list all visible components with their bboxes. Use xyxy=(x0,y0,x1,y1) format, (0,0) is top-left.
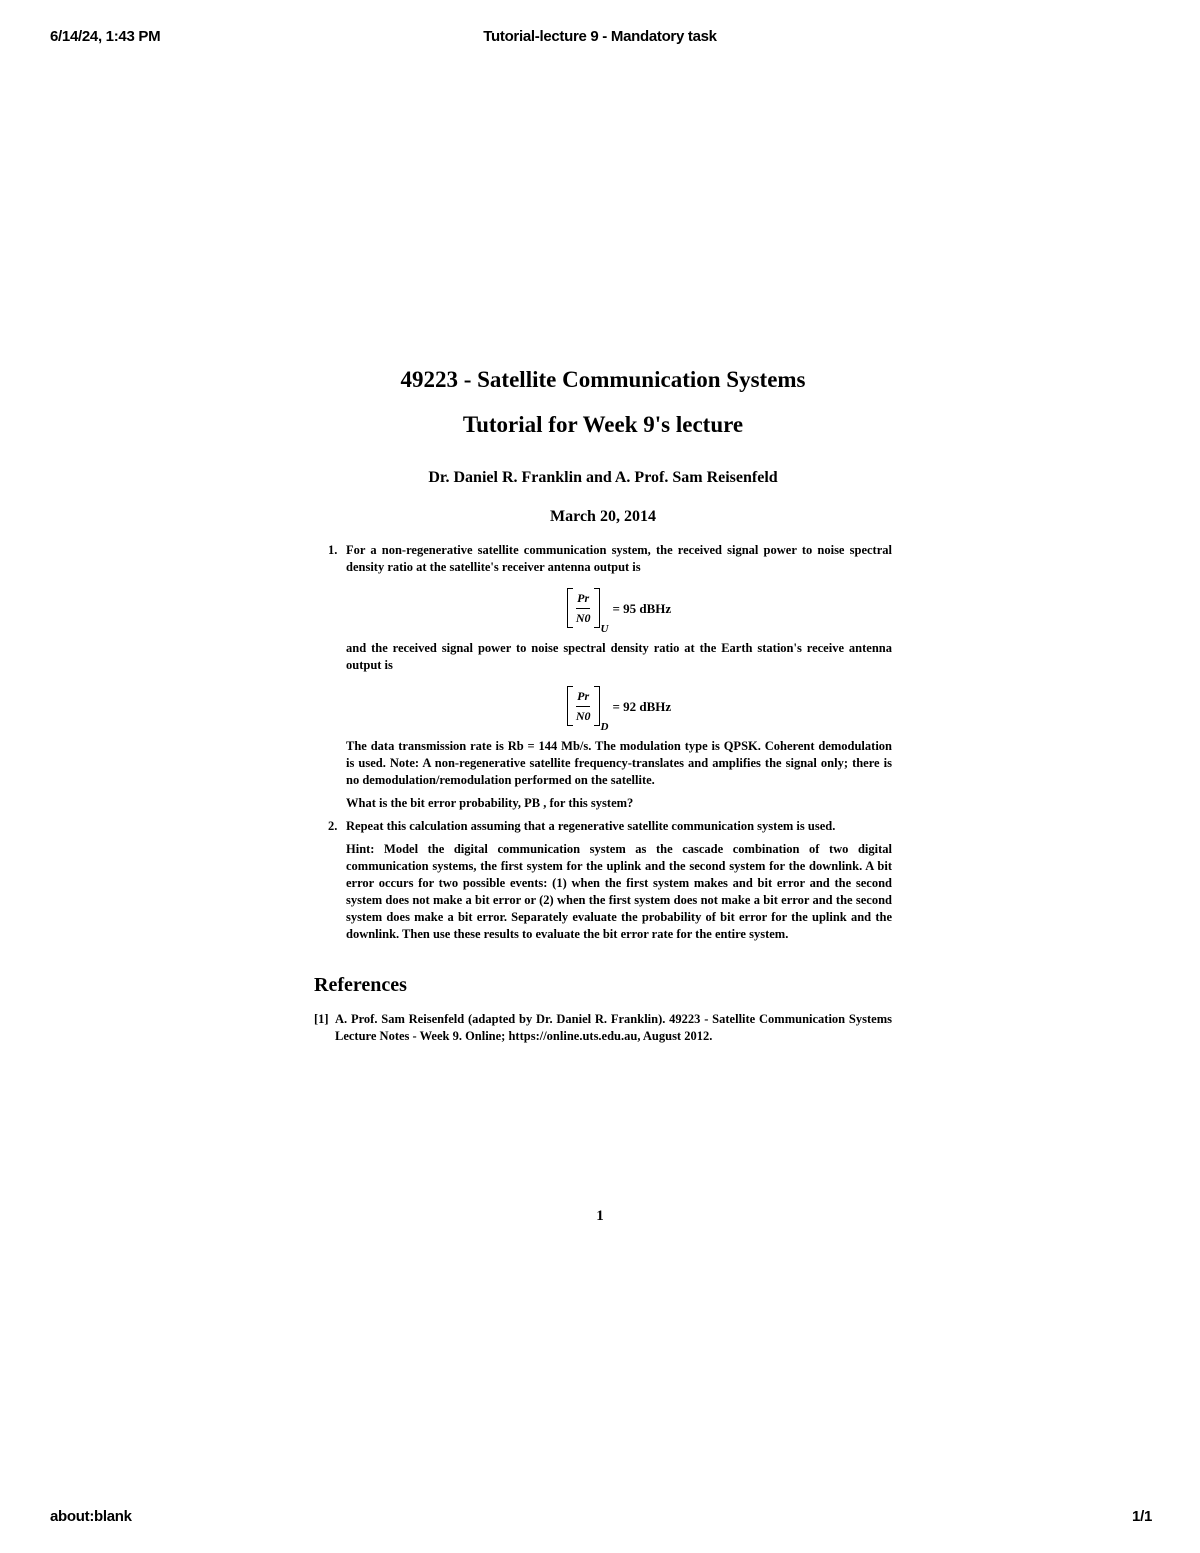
document-date: March 20, 2014 xyxy=(550,508,656,525)
bracket xyxy=(567,686,600,726)
reference-text: A. Prof. Sam Reisenfeld (adapted by Dr. Daniel R. Franklin). 49223 - Satellite Communication Systems Lecture Notes - Week 9. Online; https://online.uts.edu.au, August 2012. xyxy=(335,1012,892,1043)
print-page-count: 1/1 xyxy=(1132,1508,1152,1525)
equation-value: = 92 dBHz xyxy=(612,698,672,714)
equation-value: = 95 dBHz xyxy=(612,600,672,616)
fraction-numerator: Pr xyxy=(576,590,590,609)
problem-number: 1. xyxy=(328,543,338,557)
problem-mid-text: and the received signal power to noise spectral density ratio at the Earth station's receive antenna output is xyxy=(346,641,892,672)
document-title: 49223 - Satellite Communication Systems xyxy=(400,367,806,392)
document-authors: Dr. Daniel R. Franklin and A. Prof. Sam Reisenfeld xyxy=(428,469,778,486)
problem-list xyxy=(314,542,892,943)
print-timestamp: 6/14/24, 1:43 PM xyxy=(50,28,161,45)
equation-subscript: D xyxy=(600,721,609,733)
references-heading: References xyxy=(314,974,407,996)
equation-downlink xyxy=(346,680,892,732)
fraction xyxy=(573,590,594,627)
print-url: about:blank xyxy=(50,1508,132,1525)
problem-hint: Hint: Model the digital communication system as the cascade combination of two digital communication systems, the first system for the uplink and the second system for the downlink. A bit error occurs for two possible events: (1) when the first system makes and bit error and the second system does not make a bit error or (2) when the first system does not make a bit error and the second system does make a bit error. Separately evaluate the probability of bit error for the uplink and the downlink. Then use these results to evaluate the bit error rate for the entire system. xyxy=(346,842,892,941)
print-page-title: Tutorial-lecture 9 - Mandatory task xyxy=(483,28,717,45)
equation-uplink xyxy=(346,582,892,634)
problem-text: Repeat this calculation assuming that a regenerative satellite communication system is used. xyxy=(346,819,836,833)
problem-number: 2. xyxy=(328,819,338,833)
reference-item xyxy=(314,1011,892,1045)
page-number: 1 xyxy=(596,1208,604,1224)
fraction-denominator: N0 xyxy=(575,610,591,625)
bracket xyxy=(567,588,600,628)
document-subtitle: Tutorial for Week 9's lecture xyxy=(462,412,744,437)
problem-item xyxy=(314,542,892,812)
problem-intro: For a non-regenerative satellite communication system, the received signal power to noise spectral density ratio at the satellite's receiver antenna output is xyxy=(346,543,892,574)
document-page xyxy=(314,360,892,1045)
fraction-numerator: Pr xyxy=(576,688,590,707)
equation-subscript: U xyxy=(600,623,609,635)
problem-details: The data transmission rate is Rb = 144 Mb/s. The modulation type is QPSK. Coherent demodulation is used. Note: A non-regenerative satellite frequency-translates and amplifies the signal only; there is no demodulation/remodulation performed on the satellite. xyxy=(346,739,892,787)
problem-item xyxy=(314,818,892,943)
fraction-denominator: N0 xyxy=(575,708,591,723)
reference-label: [1] xyxy=(314,1012,329,1026)
fraction xyxy=(573,688,594,725)
problem-question: What is the bit error probability, PB , for this system? xyxy=(346,796,634,810)
